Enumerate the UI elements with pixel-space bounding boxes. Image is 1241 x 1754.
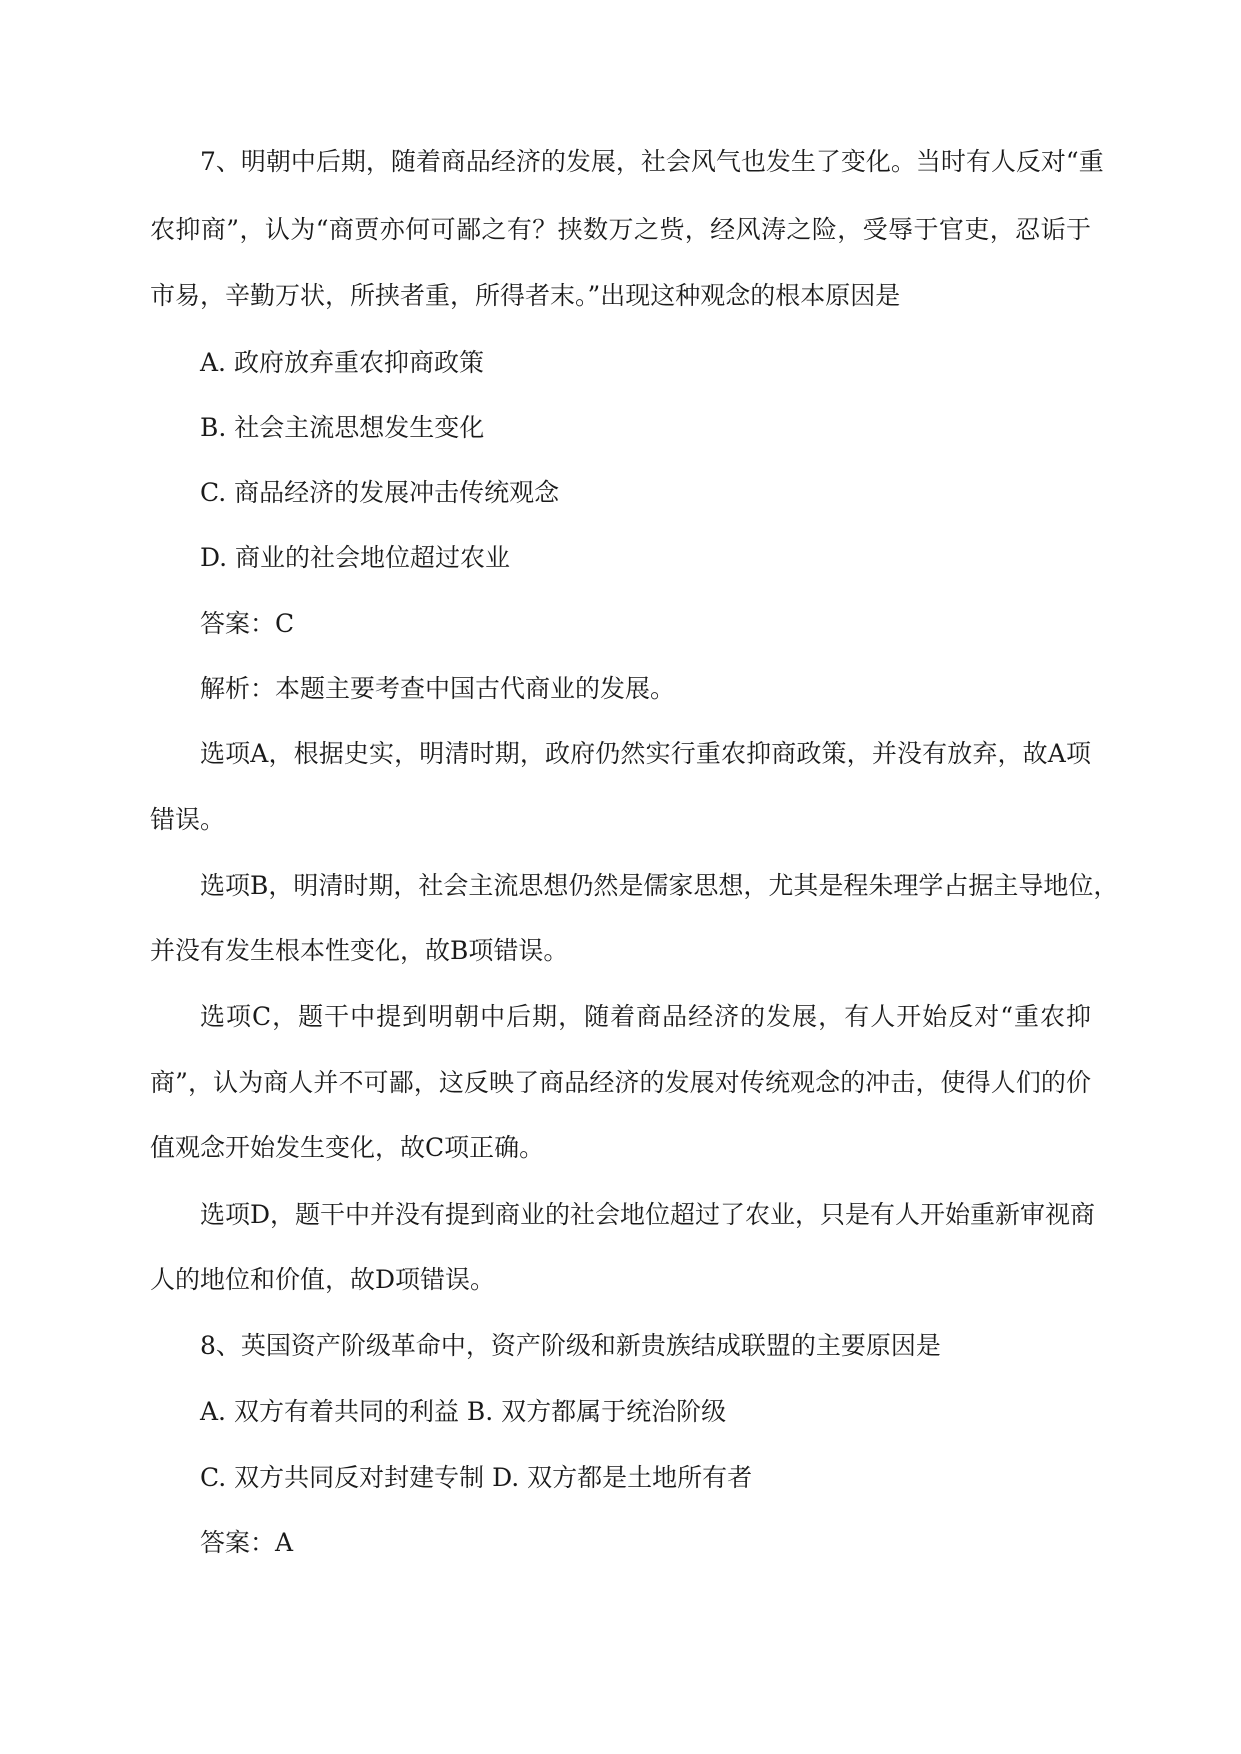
q8-answer: 答案：A (200, 1528, 294, 1557)
q7-explain-d-line-2: 人的地位和价值，故D项错误。 (150, 1265, 496, 1294)
q7-explain-c-line-2: 商”，认为商人并不可鄙，这反映了商品经济的发展对传统观念的冲击，使得人们的价 (150, 1068, 1091, 1097)
q8-stem: 8、英国资产阶级革命中，资产阶级和新贵族结成联盟的主要原因是 (200, 1331, 941, 1360)
q7-analysis: 解析：本题主要考查中国古代商业的发展。 (200, 674, 676, 703)
q7-explain-b-line-1: 选项B，明清时期，社会主流思想仍然是儒家思想，尤其是程朱理学占据主导地位， (200, 871, 1119, 900)
q7-option-b: B. 社会主流思想发生变化 (200, 413, 485, 442)
q7-explain-c-line-1: 选项C，题干中提到明朝中后期，随着商品经济的发展，有人开始反对“重农抑 (200, 1002, 1091, 1031)
q7-option-d: D. 商业的社会地位超过农业 (200, 543, 511, 572)
q7-stem-line-1: 7、明朝中后期，随着商品经济的发展，社会风气也发生了变化。当时有人反对“重 (200, 147, 1104, 176)
q7-explain-a-line-1: 选项A，根据史实，明清时期，政府仍然实行重农抑商政策，并没有放弃，故A项 (200, 739, 1091, 768)
q7-option-a: A. 政府放弃重农抑商政策 (200, 348, 484, 377)
q7-answer: 答案：C (200, 609, 295, 638)
q7-option-c: C. 商品经济的发展冲击传统观念 (200, 478, 560, 507)
q7-explain-b-line-2: 并没有发生根本性变化，故B项错误。 (150, 936, 569, 965)
q7-stem-line-3: 市易，辛勤万状，所挟者重，所得者末。”出现这种观念的根本原因是 (150, 281, 901, 310)
q7-explain-a-line-2: 错误。 (150, 805, 226, 834)
q7-explain-d-line-1: 选项D，题干中并没有提到商业的社会地位超过了农业，只是有人开始重新审视商 (200, 1200, 1096, 1229)
q7-stem-line-2: 农抑商”，认为“商贾亦何可鄙之有？挟数万之赀，经风涛之险，受辱于官吏，忍诟于 (150, 215, 1091, 244)
q7-explain-c-line-3: 值观念开始发生变化，故C项正确。 (150, 1133, 545, 1162)
q8-options-cd: C. 双方共同反对封建专制 D. 双方都是土地所有者 (200, 1463, 753, 1492)
q8-options-ab: A. 双方有着共同的利益 B. 双方都属于统治阶级 (200, 1397, 727, 1426)
